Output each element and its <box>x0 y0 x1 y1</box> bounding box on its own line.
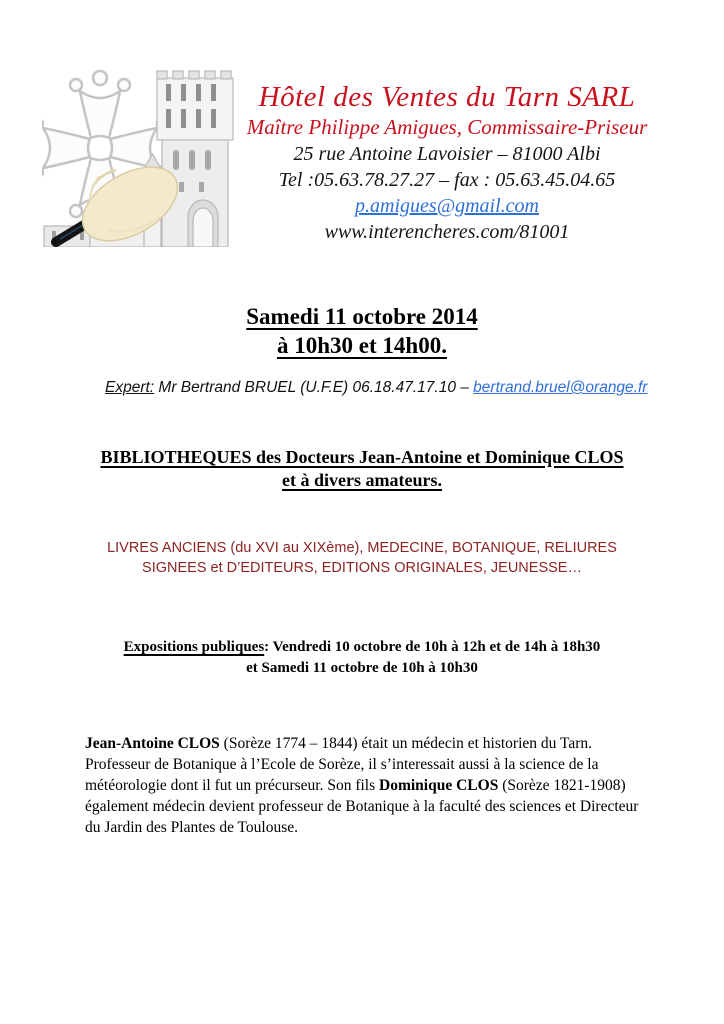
letterhead-email-link[interactable]: p.amigues@gmail.com <box>355 195 539 217</box>
website-address: www.interencheres.com/81001 <box>324 221 570 243</box>
expositions-line2: et Samedi 11 octobre de 10h à 10h30 <box>246 660 478 676</box>
company-name: Hôtel des Ventes du Tarn SARL <box>258 81 636 113</box>
phone-fax: Tel :05.63.78.27.27 – fax : 05.63.45.04.65 <box>278 169 616 191</box>
expert-email-link[interactable]: bertrand.bruel@orange.fr <box>473 379 648 396</box>
expositions-label: Expositions publiques <box>123 639 265 655</box>
commissaire-priseur-name: Maître Philippe Amigues, Commissaire-Priseur <box>246 115 648 139</box>
biography-text2: (Sorèze 1821-1908) également médecin devient professeur de Botanique à la faculté des sciences et Directeur du Jardin des Plantes de Toulouse. <box>85 777 639 836</box>
sale-date-heading <box>0 302 724 360</box>
logo-illustration-icon <box>42 66 237 247</box>
expert-details: Mr Bertrand BRUEL (U.F.E) 06.18.47.17.10 – <box>154 379 474 396</box>
expositions-line1: : Vendredi 10 octobre de 10h à 12h et de 14h à 18h30 <box>264 639 601 655</box>
biography-name-jean-antoine-clos: Jean-Antoine CLOS <box>85 735 220 752</box>
collection-heading <box>0 446 724 492</box>
biography-paragraph <box>85 733 642 838</box>
biography-text1: (Sorèze 1774 – 1844) était un médecin et historien du Tarn. Professeur de Botanique à l’Ecole de Sorèze, il s’interessait aussi à la science de la météorologie dont il fut un précurseur. Son fils <box>85 735 599 794</box>
lot-categories-line1: LIVRES ANCIENS (du XVI au XIXème), MEDECINE, BOTANIQUE, RELIURES <box>107 540 617 556</box>
lot-categories-line2: SIGNEES et D’EDITEURS, EDITIONS ORIGINALES, JEUNESSE… <box>142 560 582 576</box>
sale-date-line2: à 10h30 et 14h00. <box>277 333 447 358</box>
lot-categories <box>0 538 724 578</box>
collection-heading-line1: BIBLIOTHEQUES des Docteurs Jean-Antoine et Dominique CLOS <box>100 447 624 467</box>
biography-name-dominique-clos: Dominique CLOS <box>379 777 499 794</box>
expert-label: Expert: <box>105 379 155 396</box>
sale-date-line1: Samedi 11 octobre 2014 <box>246 304 478 329</box>
letterhead <box>242 80 652 245</box>
expert-line <box>105 378 647 397</box>
public-viewing-times <box>0 637 724 679</box>
street-address: 25 rue Antoine Lavoisier – 81000 Albi <box>293 143 601 165</box>
collection-heading-line2: et à divers amateurs. <box>282 470 442 490</box>
auction-house-logo <box>42 66 237 247</box>
